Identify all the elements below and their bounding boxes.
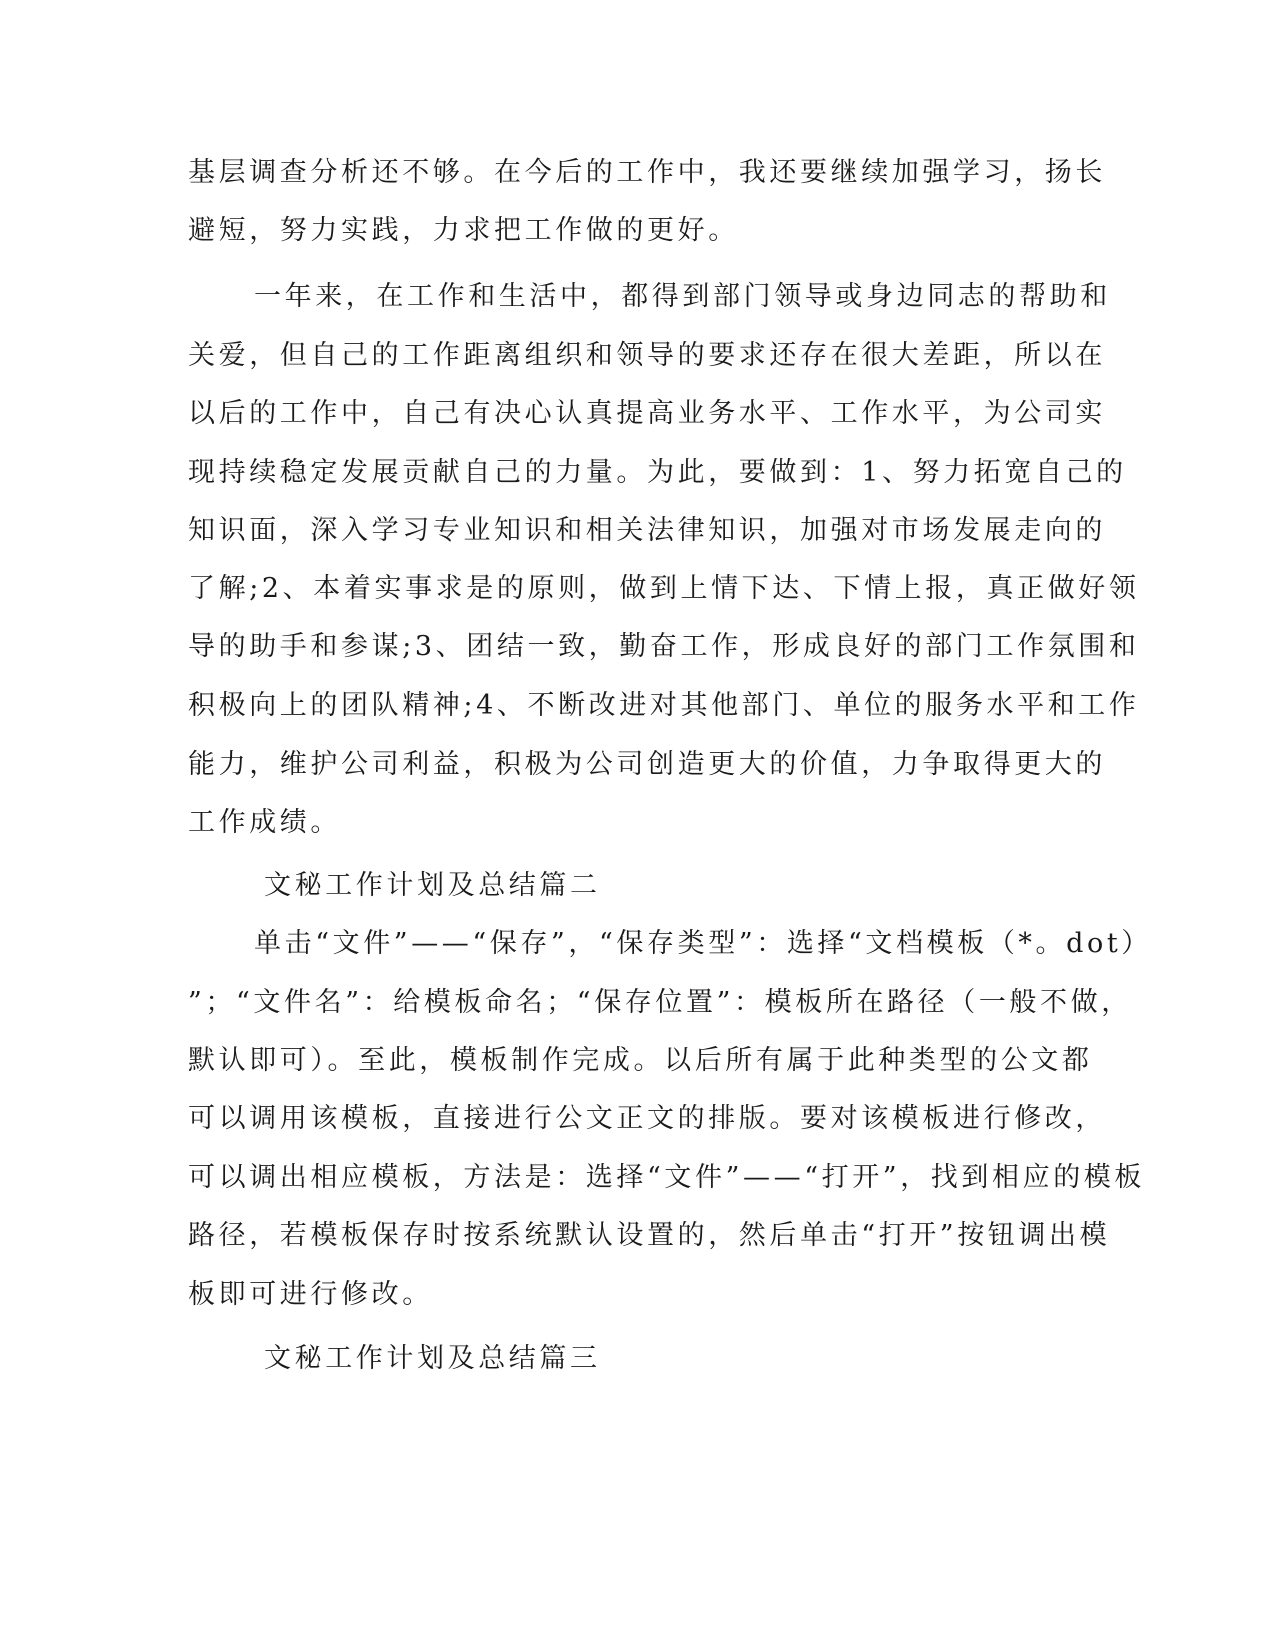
paragraph-line: 积极向上的团队精神;4、不断改进对其他部门、单位的服务水平和工作	[188, 690, 1140, 721]
paragraph-line: ”；“文件名”：给模板命名；“保存位置”：模板所在路径（一般不做，	[188, 987, 1132, 1018]
paragraph-line: 单击“文件”——“保存”，“保存类型”：选择“文档模板（*。dot）	[254, 928, 1152, 959]
paragraph-line: 板即可进行修改。	[188, 1279, 433, 1310]
paragraph-line: 工作成绩。	[188, 807, 341, 838]
paragraph-line: 一年来，在工作和生活中，都得到部门领导或身边同志的帮助和	[254, 281, 1111, 312]
paragraph-line: 默认即可）。至此，模板制作完成。以后所有属于此种类型的公文都	[188, 1045, 1093, 1076]
paragraph-line: 路径，若模板保存时按系统默认设置的，然后单击“打开”按钮调出模	[188, 1220, 1111, 1251]
paragraph-line: 基层调查分析还不够。在今后的工作中，我还要继续加强学习，扬长	[188, 157, 1106, 188]
paragraph-line: 现持续稳定发展贡献自己的力量。为此，要做到：1、努力拓宽自己的	[188, 457, 1127, 488]
paragraph-line: 关爱，但自己的工作距离组织和领导的要求还存在很大差距，所以在	[188, 340, 1106, 371]
section-heading: 文秘工作计划及总结篇三	[264, 1343, 601, 1374]
paragraph-line: 能力，维护公司利益，积极为公司创造更大的价值，力争取得更大的	[188, 749, 1106, 780]
paragraph-line: 可以调用该模板，直接进行公文正文的排版。要对该模板进行修改，	[188, 1103, 1106, 1134]
section-heading: 文秘工作计划及总结篇二	[264, 870, 601, 901]
paragraph-line: 知识面，深入学习专业知识和相关法律知识，加强对市场发展走向的	[188, 515, 1106, 546]
paragraph-line: 导的助手和参谋;3、团结一致，勤奋工作，形成良好的部门工作氛围和	[188, 631, 1140, 662]
paragraph-line: 避短，努力实践，力求把工作做的更好。	[188, 215, 739, 246]
paragraph-line: 以后的工作中，自己有决心认真提高业务水平、工作水平，为公司实	[188, 398, 1106, 429]
paragraph-line: 可以调出相应模板，方法是：选择“文件”——“打开”，找到相应的模板	[188, 1162, 1146, 1193]
paragraph-line: 了解;2、本着实事求是的原则，做到上情下达、下情上报，真正做好领	[188, 573, 1140, 604]
